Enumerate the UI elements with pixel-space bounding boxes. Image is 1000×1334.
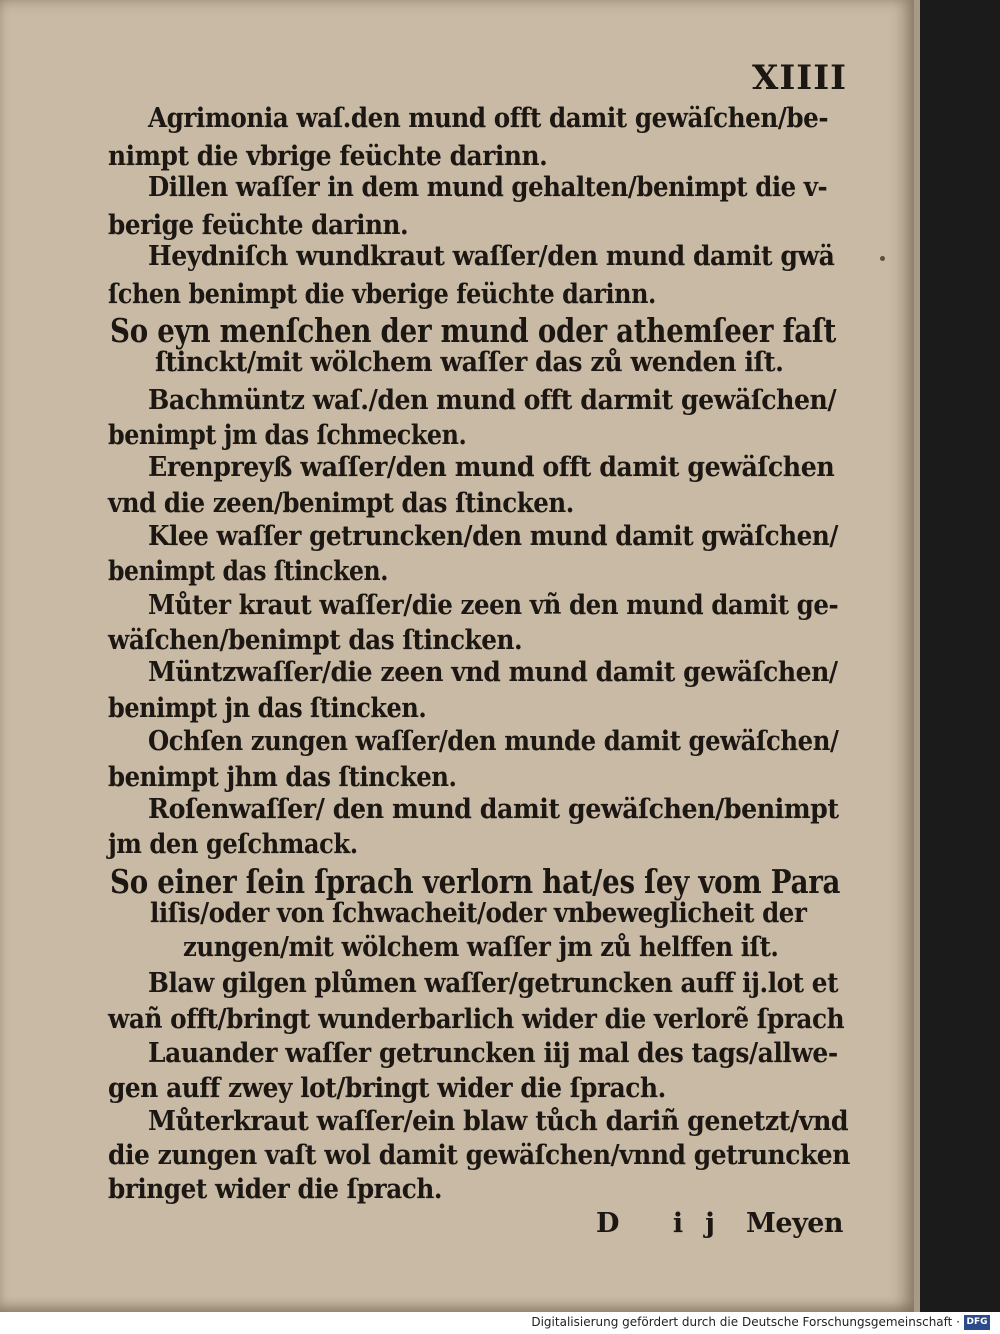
text-line: benimpt das ſtincken. [108, 556, 388, 587]
signature-mark: D ij [596, 1208, 737, 1239]
ink-spot [880, 256, 885, 261]
text-line: die zungen vaſt wol damit gewäſchen/vnnd getruncken [108, 1140, 850, 1171]
text-line: wañ offt/bringt wunderbarlich wider die verlorẽ ſprach [108, 1004, 845, 1035]
text-line: Bachmüntz waſ./den mund offt darmit gewäſchen/ [148, 385, 837, 416]
page-edge [914, 0, 920, 1312]
text-line: Heydniſch wundkraut waſſer/den mund damit gwä [148, 241, 835, 272]
text-line: Blaw gilgen plůmen waſſer/getruncken auff ij.lot et [148, 968, 839, 999]
text-line: ſchen benimpt die vberige feüchte darinn. [108, 279, 656, 310]
heading-line: So einer ſein ſprach verlorn hat/es ſey vom Para [110, 862, 841, 901]
text-line: Müntzwaſſer/die zeen vnd mund damit gewäſchen/ [148, 657, 838, 688]
text-line: Erenpreyß waſſer/den mund offt damit gewäſchen [148, 452, 835, 483]
catchword: Meyen [746, 1208, 844, 1239]
text-line: vnd die zeen/benimpt das ſtincken. [108, 488, 574, 519]
text-line: nimpt die vbrige feüchte darinn. [108, 141, 548, 172]
heading-line: So eyn menſchen der mund oder athemſeer faſt [110, 311, 837, 350]
text-line: wäſchen/benimpt das ſtincken. [108, 625, 523, 656]
text-line: Klee waſſer getruncken/den mund damit gwäſchen/ [148, 521, 838, 552]
text-line: berige feüchte darinn. [108, 210, 409, 241]
text-line: benimpt jhm das ſtincken. [108, 762, 457, 793]
text-line: zungen/mit wölchem waſſer jm zů helffen iſt. [183, 932, 779, 963]
footer-credit: Digitalisierung gefördert durch die Deutsche Forschungsgemeinschaft · [531, 1315, 960, 1329]
text-line: Dillen waſſer in dem mund gehalten/benimpt die v- [148, 172, 828, 203]
text-line: Ochſen zungen waſſer/den munde damit gewäſchen/ [148, 726, 839, 757]
text-line: Agrimonia waſ.den mund offt damit gewäſchen/be- [148, 103, 829, 134]
text-line: liſis/oder von ſchwacheit/oder vnbeweglicheit der [150, 898, 807, 929]
text-line: gen auff zwey lot/bringt wider die ſprach. [108, 1073, 666, 1104]
text-line: Roſenwaſſer/ den mund damit gewäſchen/benimpt [148, 794, 839, 825]
text-line: Můter kraut waſſer/die zeen vñ den mund damit ge- [148, 590, 839, 621]
text-line: ſtinckt/mit wölchem waſſer das zů wenden iſt. [155, 347, 784, 378]
text-line: Můterkraut waſſer/ein blaw tůch dariñ genetzt/vnd [148, 1106, 849, 1137]
text-line: Lauander waſſer getruncken iij mal des tags/allwe- [148, 1038, 838, 1069]
dfg-logo: DFG [964, 1315, 990, 1330]
text-line: benimpt jn das ſtincken. [108, 693, 427, 724]
text-line: jm den geſchmack. [108, 829, 358, 860]
text-line: bringet wider die ſprach. [108, 1174, 442, 1205]
text-line: benimpt jm das ſchmecken. [108, 420, 467, 451]
footer-bar [0, 1312, 1000, 1334]
folio-number: XIIII [752, 58, 847, 98]
